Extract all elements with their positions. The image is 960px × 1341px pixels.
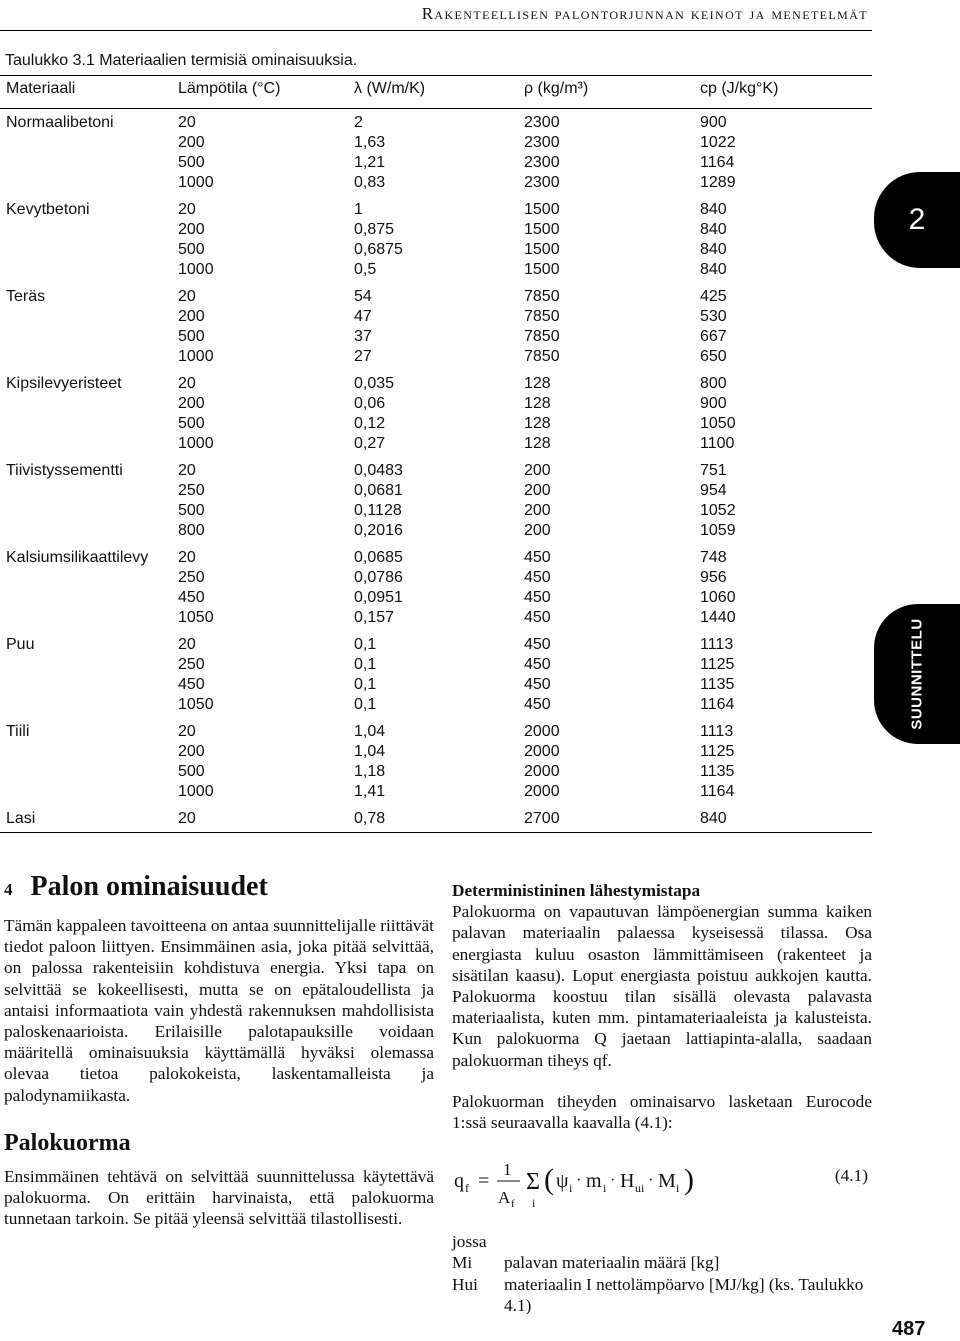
material-name: Kevytbetoni [6, 201, 90, 218]
conductivity-cell: 0,1 [354, 696, 377, 713]
eurocode-paragraph: Palokuorman tiheyden ominaisarvo lasketaan Eurocode 1:ssä seuraavalla kaavalla (4.1): [452, 1091, 872, 1133]
svg-text:·: · [648, 1172, 654, 1190]
specific-heat-cell: 1113 [700, 636, 734, 653]
running-header: Rakenteellisen palontorjunnan keinot ja menetelmät [421, 4, 868, 23]
density-cell: 450 [524, 549, 551, 566]
density-cell: 1500 [524, 221, 560, 238]
specific-heat-cell: 1050 [700, 415, 736, 432]
density-cell: 128 [524, 395, 551, 412]
conductivity-cell: 1,21 [354, 154, 386, 171]
conductivity-cell: 47 [354, 308, 372, 325]
temperature-cell: 250 [178, 569, 205, 586]
conductivity-cell: 0,1 [354, 636, 377, 653]
specific-heat-cell: 1022 [700, 134, 736, 151]
density-cell: 2000 [524, 743, 560, 760]
table-row [0, 154, 872, 174]
section-title: Palon ominaisuudet [30, 871, 268, 902]
density-cell: 2300 [524, 174, 560, 191]
equation-4-1 [452, 1153, 872, 1223]
density-cell: 450 [524, 589, 551, 606]
col-header-temperature: Lämpötila (°C) [178, 80, 281, 97]
section-heading [4, 870, 434, 907]
temperature-cell: 500 [178, 502, 205, 519]
table-row [0, 569, 872, 589]
svg-text:Σ: Σ [526, 1169, 540, 1196]
density-cell: 450 [524, 569, 551, 586]
density-cell: 128 [524, 415, 551, 432]
temperature-cell: 1050 [178, 696, 214, 713]
temperature-cell: 250 [178, 482, 205, 499]
svg-text:H: H [620, 1170, 635, 1193]
specific-heat-cell: 956 [700, 569, 727, 586]
temperature-cell: 500 [178, 241, 205, 258]
table-row [0, 696, 872, 716]
specific-heat-cell: 1060 [700, 589, 736, 606]
subheading-palokuorma: Palokuorma [4, 1129, 131, 1156]
temperature-cell: 1000 [178, 261, 214, 278]
table-row [0, 134, 872, 154]
density-cell: 7850 [524, 308, 560, 325]
density-cell: 128 [524, 435, 551, 452]
density-cell: 2300 [524, 154, 560, 171]
svg-text:ψ: ψ [556, 1170, 569, 1193]
density-cell: 2300 [524, 114, 560, 131]
density-cell: 450 [524, 696, 551, 713]
specific-heat-cell: 1052 [700, 502, 736, 519]
conductivity-cell: 0,0786 [354, 569, 403, 586]
density-cell: 200 [524, 462, 551, 479]
density-cell: 2000 [524, 723, 560, 740]
definitions-list [452, 1252, 872, 1316]
temperature-cell: 450 [178, 589, 205, 606]
density-cell: 450 [524, 636, 551, 653]
specific-heat-cell: 840 [700, 810, 727, 827]
density-cell: 200 [524, 522, 551, 539]
conductivity-cell: 1,04 [354, 723, 386, 740]
material-name: Lasi [6, 810, 36, 827]
material-group [0, 544, 872, 631]
svg-text:i: i [676, 1181, 680, 1196]
table-row [0, 288, 872, 308]
table-bottom-rule [0, 832, 872, 833]
palokuorma-paragraph: Ensimmäinen tehtävä on selvittää suunnittelussa käytettävä palokuorma. On erittäin harvinaista, että palokuorma tunnetaan tarkoin. Se pitää yleensä selvittää tilastollisesti. [4, 1166, 434, 1229]
svg-text:m: m [586, 1170, 602, 1193]
temperature-cell: 500 [178, 415, 205, 432]
material-name: Tiili [6, 723, 30, 740]
deterministic-heading: Deterministininen lähestymistapa [452, 881, 701, 900]
specific-heat-cell: 840 [700, 261, 727, 278]
table-row [0, 549, 872, 569]
density-cell: 7850 [524, 328, 560, 345]
properties-table [0, 75, 872, 833]
intro-paragraph: Tämän kappaleen tavoitteena on antaa suunnittelijalle riittävät tiedot paloon liittyen. Ensimmäinen asia, joka pitää selvittää, on palossa rakenteisiin kohdistuva energia. Yksi tapa on selvittää se kokeellisesti, mutta se on epätaloudellista ja antaisi informaatiota vain yhdestä rakennuksen mahdollisista paloskenaarioista. Erilaisille palotapauksille voidaan määritellä ominaisuuksia käyttämällä hyväksi olemassa olevaa tietoa palokokeista, laskentamalleista ja palodynamiikasta. [4, 916, 434, 1105]
specific-heat-cell: 800 [700, 375, 727, 392]
conductivity-cell: 0,1 [354, 676, 377, 693]
specific-heat-cell: 900 [700, 114, 727, 131]
conductivity-cell: 1,04 [354, 743, 386, 760]
conductivity-cell: 0,06 [354, 395, 386, 412]
temperature-cell: 200 [178, 308, 205, 325]
specific-heat-cell: 1125 [700, 743, 735, 760]
deterministic-paragraph: Palokuorma on vapautuvan lämpöenergian summa kaiken palavan materiaalin palaessa kyseisessä tilassa. Osa energiasta kuluu osaston lämmittämiseen (rakenteet ja sisätilan kaasu). Loput energiasta poistuu aukkojen kautta. Palokuorma koostuu tilan sisällä olevasta palavasta materiaalista, kuten mm. pintamateriaaleista ja kalusteista. Kun palokuorma Q jaetaan lattiapinta-alalla, saadaan palokuorman tiheys qf. [452, 902, 872, 1070]
density-cell: 450 [524, 609, 551, 626]
col-header-material: Materiaali [6, 80, 76, 97]
conductivity-cell: 0,78 [354, 810, 386, 827]
definition-symbol: Mi [452, 1253, 473, 1273]
temperature-cell: 20 [178, 201, 196, 218]
chapter-tab [874, 172, 960, 268]
table-row [0, 328, 872, 348]
table-row [0, 482, 872, 502]
temperature-cell: 500 [178, 328, 205, 345]
svg-text:M: M [658, 1170, 676, 1193]
specific-heat-cell: 1289 [700, 174, 736, 191]
table-row [0, 462, 872, 482]
chapter-number: 2 [908, 203, 926, 236]
table-row [0, 415, 872, 435]
left-column [4, 870, 434, 1229]
table-row [0, 723, 872, 743]
col-header-specific-heat: cp (J/kg°K) [700, 80, 779, 97]
specific-heat-cell: 840 [700, 221, 727, 238]
table-row [0, 174, 872, 194]
table-row [0, 348, 872, 368]
temperature-cell: 1000 [178, 174, 214, 191]
specific-heat-cell: 1164 [700, 154, 735, 171]
temperature-cell: 200 [178, 134, 205, 151]
definition-symbol: Hui [452, 1274, 478, 1294]
conductivity-cell: 0,6875 [354, 241, 403, 258]
definition-item [452, 1274, 872, 1316]
temperature-cell: 450 [178, 676, 205, 693]
page-number: 487 [892, 1318, 926, 1340]
specific-heat-cell: 1440 [700, 609, 736, 626]
equation-number: (4.1) [834, 1166, 868, 1186]
conductivity-cell: 27 [354, 348, 372, 365]
specific-heat-cell: 1125 [700, 656, 735, 673]
density-cell: 2000 [524, 763, 560, 780]
conductivity-cell: 0,2016 [354, 522, 403, 539]
material-group [0, 805, 872, 832]
density-cell: 1500 [524, 261, 560, 278]
temperature-cell: 20 [178, 114, 196, 131]
conductivity-cell: 0,1 [354, 656, 377, 673]
conductivity-cell: 1,63 [354, 134, 386, 151]
density-cell: 200 [524, 502, 551, 519]
material-group [0, 718, 872, 805]
svg-text:1: 1 [503, 1160, 512, 1180]
table-row [0, 676, 872, 696]
table-row [0, 221, 872, 241]
table-row [0, 589, 872, 609]
density-cell: 450 [524, 656, 551, 673]
svg-text:·: · [610, 1172, 616, 1190]
temperature-cell: 1050 [178, 609, 214, 626]
definition-text: materiaalin I nettolämpöarvo [MJ/kg] (ks. Taulukko 4.1) [504, 1274, 864, 1315]
table-row [0, 261, 872, 281]
conductivity-cell: 2 [354, 114, 363, 131]
specific-heat-cell: 900 [700, 395, 727, 412]
table-row [0, 609, 872, 629]
table-row [0, 763, 872, 783]
specific-heat-cell: 1164 [700, 783, 735, 800]
col-header-density: ρ (kg/m³) [524, 80, 589, 97]
conductivity-cell: 0,5 [354, 261, 377, 278]
temperature-cell: 1000 [178, 435, 214, 452]
specific-heat-cell: 1164 [700, 696, 735, 713]
svg-text:f: f [465, 1181, 469, 1196]
density-cell: 2300 [524, 134, 560, 151]
jossa-label: jossa [452, 1232, 487, 1252]
svg-text:): ) [684, 1163, 694, 1197]
specific-heat-cell: 425 [700, 288, 727, 305]
conductivity-cell: 0,0681 [354, 482, 403, 499]
material-name: Kipsilevyeristeet [6, 375, 122, 392]
svg-text:i: i [569, 1181, 573, 1196]
temperature-cell: 800 [178, 522, 205, 539]
specific-heat-cell: 1113 [700, 723, 734, 740]
table-row [0, 636, 872, 656]
density-cell: 7850 [524, 348, 560, 365]
material-group [0, 196, 872, 283]
specific-heat-cell: 650 [700, 348, 727, 365]
svg-text:·: · [576, 1172, 582, 1190]
material-name: Puu [6, 636, 35, 653]
conductivity-cell: 0,12 [354, 415, 386, 432]
svg-text:f: f [511, 1198, 515, 1211]
conductivity-cell: 0,1128 [354, 502, 402, 519]
material-group [0, 109, 872, 196]
specific-heat-cell: 667 [700, 328, 727, 345]
conductivity-cell: 0,83 [354, 174, 386, 191]
conductivity-cell: 37 [354, 328, 372, 345]
temperature-cell: 250 [178, 656, 205, 673]
specific-heat-cell: 748 [700, 549, 727, 566]
table-row [0, 783, 872, 803]
svg-text:i: i [603, 1181, 607, 1196]
table-row [0, 241, 872, 261]
svg-text:(: ( [544, 1163, 554, 1197]
material-group [0, 370, 872, 457]
material-name: Kalsiumsilikaattilevy [6, 549, 149, 566]
specific-heat-cell: 954 [700, 482, 727, 499]
table-row [0, 656, 872, 676]
conductivity-cell: 0,875 [354, 221, 395, 238]
conductivity-cell: 1,41 [354, 783, 386, 800]
material-group [0, 283, 872, 370]
svg-text:A: A [498, 1188, 511, 1208]
temperature-cell: 20 [178, 288, 196, 305]
temperature-cell: 1000 [178, 783, 214, 800]
table-row [0, 743, 872, 763]
svg-text:ui: ui [635, 1181, 645, 1196]
table-row [0, 435, 872, 455]
temperature-cell: 200 [178, 395, 205, 412]
density-cell: 7850 [524, 288, 560, 305]
temperature-cell: 200 [178, 221, 205, 238]
conductivity-cell: 0,035 [354, 375, 395, 392]
density-cell: 200 [524, 482, 551, 499]
conductivity-cell: 0,0483 [354, 462, 403, 479]
table-row [0, 114, 872, 134]
material-name: Tiivistyssementti [6, 462, 123, 479]
table-row [0, 375, 872, 395]
conductivity-cell: 0,0685 [354, 549, 403, 566]
equation-graphic [452, 1153, 872, 1223]
temperature-cell: 500 [178, 763, 205, 780]
table-row [0, 810, 872, 830]
temperature-cell: 1000 [178, 348, 214, 365]
header-rule [0, 30, 872, 31]
right-column [452, 880, 872, 1316]
density-cell: 128 [524, 375, 551, 392]
svg-text:=: = [478, 1170, 490, 1193]
section-tab-label: SUUNNITTELU [908, 618, 926, 730]
temperature-cell: 200 [178, 743, 205, 760]
specific-heat-cell: 840 [700, 241, 727, 258]
specific-heat-cell: 530 [700, 308, 727, 325]
material-name: Normaalibetoni [6, 114, 114, 131]
temperature-cell: 20 [178, 462, 196, 479]
material-group [0, 631, 872, 718]
table-row [0, 308, 872, 328]
temperature-cell: 20 [178, 549, 196, 566]
definition-text: palavan materiaalin määrä [kg] [504, 1253, 720, 1273]
density-cell: 450 [524, 676, 551, 693]
section-tab [874, 604, 960, 744]
table-caption: Taulukko 3.1 Materiaalien termisiä ominaisuuksia. [5, 52, 358, 69]
table-header-row [0, 76, 872, 108]
conductivity-cell: 54 [354, 288, 372, 305]
temperature-cell: 20 [178, 375, 196, 392]
table-row [0, 201, 872, 221]
density-cell: 1500 [524, 241, 560, 258]
temperature-cell: 500 [178, 154, 205, 171]
table-row [0, 395, 872, 415]
temperature-cell: 20 [178, 723, 196, 740]
table-row [0, 502, 872, 522]
definition-item [452, 1252, 872, 1273]
specific-heat-cell: 751 [700, 462, 727, 479]
specific-heat-cell: 1100 [700, 435, 735, 452]
specific-heat-cell: 1135 [700, 763, 735, 780]
material-group [0, 457, 872, 544]
temperature-cell: 20 [178, 810, 196, 827]
temperature-cell: 20 [178, 636, 196, 653]
density-cell: 2000 [524, 783, 560, 800]
density-cell: 2700 [524, 810, 560, 827]
conductivity-cell: 0,0951 [354, 589, 403, 606]
material-name: Teräs [6, 288, 46, 305]
conductivity-cell: 1,18 [354, 763, 386, 780]
specific-heat-cell: 1059 [700, 522, 736, 539]
svg-text:q: q [454, 1170, 464, 1193]
conductivity-cell: 0,157 [354, 609, 395, 626]
specific-heat-cell: 1135 [700, 676, 735, 693]
svg-text:i: i [532, 1196, 536, 1211]
col-header-conductivity: λ (W/m/K) [354, 80, 426, 97]
conductivity-cell: 0,27 [354, 435, 386, 452]
table-body [0, 109, 872, 832]
density-cell: 1500 [524, 201, 560, 218]
table-row [0, 522, 872, 542]
specific-heat-cell: 840 [700, 201, 727, 218]
conductivity-cell: 1 [354, 201, 363, 218]
section-number: 4 [4, 880, 13, 899]
